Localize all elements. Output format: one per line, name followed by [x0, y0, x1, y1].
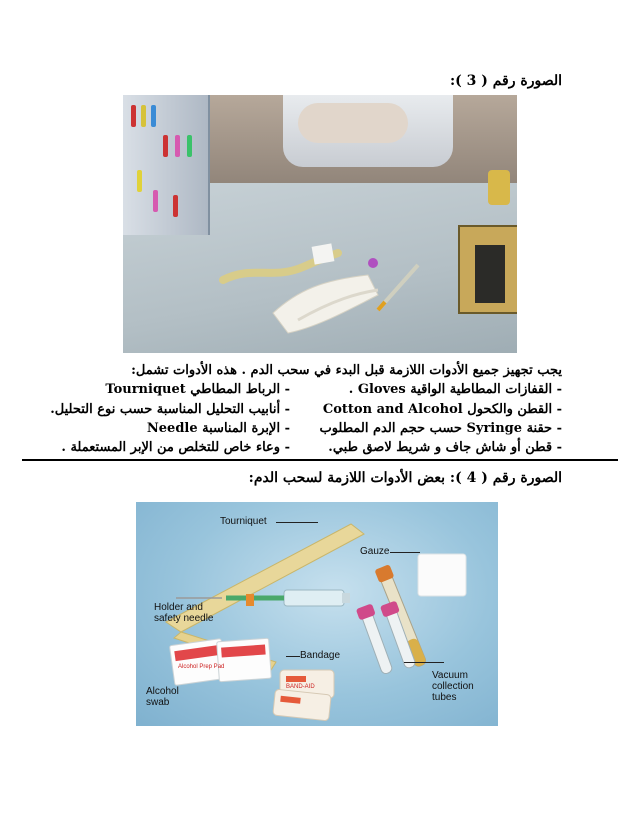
- item-cotton-alcohol: - القطن والكحول Cotton and Alcohol: [322, 402, 562, 417]
- section-divider: [22, 459, 618, 461]
- leader-vacuum: [404, 662, 444, 663]
- intro-text: يجب تجهيز جميع الأدوات اللازمة قبل البدء في سحب الدم . هذه الأدوات تشمل:: [131, 363, 562, 378]
- figure-4-caption: الصورة رقم ( 4 ): بعض الأدوات اللازمة لسحب الدم:: [248, 470, 562, 486]
- label-holder: [154, 602, 214, 624]
- photo-blood-draw-supplies: [136, 502, 498, 726]
- label-alcohol-line1: Alcohol: [146, 686, 179, 697]
- label-alcohol-swab: [146, 686, 179, 708]
- label-alcohol-line2: swab: [146, 697, 170, 708]
- leader-bandage: [286, 656, 300, 657]
- item-gauze-tape: - قطن أو شاش جاف و شريط لاصق طبي.: [328, 440, 562, 455]
- label-gauze: Gauze: [360, 546, 390, 557]
- supplies-illustration: [123, 95, 517, 353]
- item-needle: - الإبرة المناسبة Needle: [146, 421, 290, 436]
- item-gloves: - القفازات المطاطية الواقية Gloves .: [348, 382, 562, 397]
- label-vacuum-line1: Vacuum: [432, 670, 468, 681]
- leader-tourniquet: [276, 522, 318, 523]
- label-vacuum-line2: collection: [432, 681, 474, 692]
- figure-3-caption: الصورة رقم ( 3 ):: [449, 73, 562, 89]
- item-tourniquet: - الرباط المطاطي Tourniquet: [105, 382, 290, 397]
- label-holder-line1: Holder and: [154, 602, 203, 613]
- label-vacuum-tubes: [432, 670, 474, 703]
- label-holder-line2: safety needle: [154, 613, 214, 624]
- label-tourniquet: Tourniquet: [220, 516, 267, 527]
- leader-gauze: [390, 552, 420, 553]
- alcohol-pad-print: Alcohol Prep Pad: [178, 664, 225, 670]
- item-tubes: - أنابيب التحليل المناسبة حسب نوع التحليل.: [50, 402, 290, 417]
- item-sharps-container: - وعاء خاص للتخلص من الإبر المستعملة .: [61, 440, 290, 455]
- label-bandage: Bandage: [300, 650, 341, 661]
- item-syringe: - حقنة Syringe حسب حجم الدم المطلوب: [319, 421, 562, 436]
- photo-blood-draw-table: [123, 95, 517, 353]
- label-vacuum-line3: tubes: [432, 692, 457, 703]
- bandage-print: BAND-AID: [286, 684, 315, 690]
